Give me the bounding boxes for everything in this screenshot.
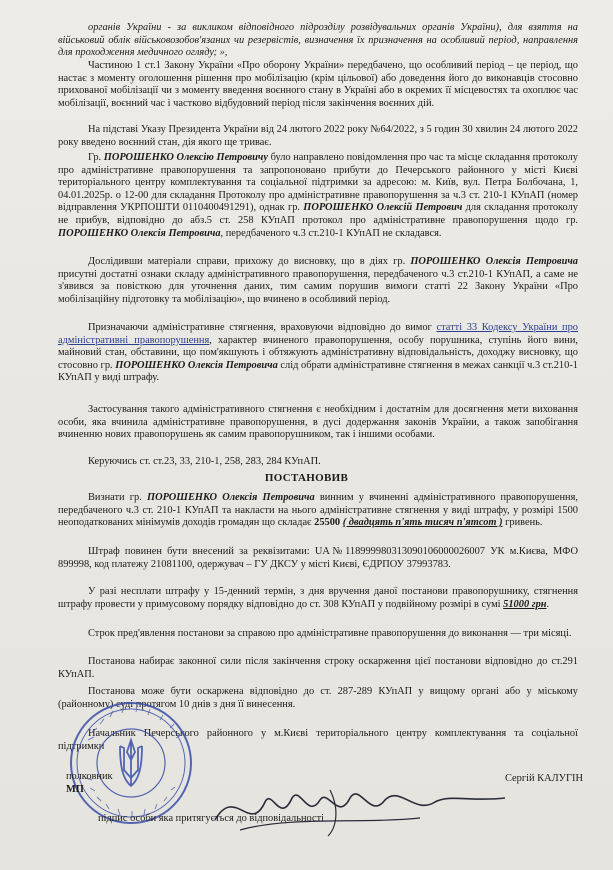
ruling-heading: ПОСТАНОВИВ <box>264 472 349 484</box>
para4-text-b: присутні достатні ознаки складу адміністративного правопорушення, передбаченого ч.3 ст.210-1 КУпАП, а саме не з'явився за повісткою для уточнення даних, тим самим порушив вимоги статті 22 Закону України «Про мобілізаційну підготовку та мобілізацію», що вчинено в особливий період. <box>58 268 578 305</box>
person-name: ПОРОШЕНКО Олексія Петровича <box>410 256 578 267</box>
signatory-position: Начальник Печерського районного у м.Києві територіального центру комплектування та соціальної підтримки <box>58 728 578 752</box>
header-continuation-text: органів України - за викликом відповідного підрозділу розвідувальних органів України), для взяття на військовий облік військовозобов'язаних чи резервістів, визначення їх призначення на особливий період, направлення для проходження медичного огляду; », <box>58 22 578 59</box>
paragraph-decree <box>58 124 578 149</box>
para-defence-law-text: Частиною 1 ст.1 Закону України «Про оборону України» передбачено, що особливий період – це період, що настає з моменту оголошення рішення про мобілізацію (крім цільової) або доведення його до виконавців стосовно прихованої мобілізації чи з моменту введення воєнного стану в Україні або в окремих її місцевостях та охоплює час мобілізації, воєнний час і частково відбудовний період після закінчення воєнних дій. <box>58 60 578 109</box>
para-legal-force-text: Постанова набирає законної сили після закінчення строку оскарження цієї постанови відповідно до ст.291 КУпАП. <box>58 656 578 680</box>
trident-icon <box>120 740 142 786</box>
para-decree-text: На підставі Указу Президента України від 24 лютого 2022 року №64/2022, з 5 годин 30 хвилин 24 лютого 2022 року введено воєнний стан, дія якого ще триває. <box>58 124 578 148</box>
person-name: ПОРОШЕНКО Олексія Петровича <box>115 359 278 371</box>
stamp-place-label: МП <box>66 784 84 795</box>
para3-text-d: , передбаченого ч.3 ст.210-1 КУпАП не складався. <box>220 227 442 239</box>
officer-rank: полковник <box>66 771 113 782</box>
para3-text-a: Гр. <box>88 152 104 163</box>
paragraph-notification <box>58 152 578 240</box>
para5-text-b: , характер вчиненого правопорушення, особу порушника, ступінь його вини, майновий стан, обставини, що пом'якшують і обтяжують адміністративну відповідальність, доходжу висновку, що стосовно гр. <box>58 334 578 371</box>
paragraph-legal-force <box>58 656 578 681</box>
paragraph-requisites <box>58 546 578 571</box>
fine-amount: 25500 <box>314 517 341 529</box>
person-name: ПОРОШЕНКО Олексія Петровича <box>58 227 221 239</box>
person-name: ПОРОШЕНКО Олексію Петровичу <box>103 152 268 163</box>
para8-text-c: гривень. <box>502 517 543 529</box>
para3-text-b: було направлено повідомлення про час та місце складання протоколу про адміністративне правопорушення та запропоновано прибути до Печерського районного у місті Києві територіального центру комплектування та соціальної підтримки за адресою: м. Київ, вул. Петра Болбочана, 1, 04.01.2025р. о 12-00 для складання Протоколу про адміністративне правопорушення за ч.3 ст. 210-1 КУпАП (номер відправлення УКРПОШТИ 0110400491291), однак гр. <box>58 152 578 214</box>
para-legal-basis-text: Керуючись ст. ст.23, 33, 210-1, 258, 283, 284 КУпАП. <box>88 456 321 467</box>
para8-text-b: винним у вчиненні адміністративного правопорушення, передбаченого ч.3 ст. 210-1 КУпАП та накласти на нього адміністративне стягнення у виді штрафу, у розмірі 1500 неоподаткованих мінімумів доходів громадян що складає <box>58 492 578 529</box>
para10-text-b: . <box>546 598 550 610</box>
para-term-text: Строк пред'явлення постанови за справою про адміністративне правопорушення до виконання — три місяці. <box>88 628 572 639</box>
para5-text-c: слід обрати адміністративне стягнення в межах санкції ч.3 ст.210-1 КУпАП у виді штрафу. <box>58 359 578 384</box>
signer-name: Сергій КАЛУГІН <box>505 773 583 784</box>
official-stamp-seal <box>68 700 194 826</box>
para3-text-c: для складання протоколу не прибув, відповідно до абз.5 ст. 258 КУпАП протокол про адміністративне правопорушення щодо гр. <box>58 202 578 226</box>
code-article-link[interactable]: статті 33 Кодексу України про адміністративні правопорушення <box>58 322 579 346</box>
offender-signature-label: підпис особи яка притягується до відповідальності <box>98 813 325 824</box>
paragraph-sanction <box>58 322 578 385</box>
para-purpose-text: Застосування такого адміністративного стягнення є необхідним і достатнім для досягнення мети виховання особи, яка вчинила адміністративне правопорушення, в дусі додержання законів України, а також запобігання вчиненню нових правопорушень як самим правопорушником, так і іншими особами. <box>58 404 578 441</box>
payment-requisites-text: Штраф повинен бути внесений за реквізитами: UA№118999980313090106000026007 УК м.Києва, МФО 899998, код платежу 21081100, одержувач – ГУ ДКСУ у місті Києві, ЄДРПОУ 37993783. <box>58 546 578 570</box>
para8-text-a: Визнати гр. <box>88 492 147 503</box>
handwritten-signature <box>210 780 510 840</box>
paragraph-purpose <box>58 404 578 442</box>
fine-amount-words: ( двадцять п'ять тисяч п'ятсот ) <box>342 517 503 529</box>
paragraph-defence-law <box>58 60 578 110</box>
para4-text-a: Дослідивши матеріали справи, прихожу до висновку, що в діях гр. <box>88 256 411 267</box>
double-fine-amount: 51000 грн <box>503 598 547 610</box>
para5-text-a: Призначаючи адміністративне стягнення, враховуючи відповідно до вимог <box>88 322 437 333</box>
paragraph-nonpayment <box>58 586 578 611</box>
para-appeal-text: Постанова може бути оскаржена відповідно до ст. 287-289 КУпАП у вищому органі або у міському (районному) суді протягом 10 днів з дня її винесення. <box>58 686 578 710</box>
paragraph-legal-basis <box>58 456 578 469</box>
person-name: ПОРОШЕНКО Олексія Петровича <box>146 492 315 503</box>
paragraph-term <box>58 628 578 641</box>
header-continuation <box>58 22 578 60</box>
person-name: ПОРОШЕНКО Олексій Петрович <box>303 202 463 214</box>
para10-text-a: У разі несплати штрафу у 15-денний термін, з дня вручення даної постанови правопорушнику, стягнення штрафу провести у примусовому порядку відповідно до ст. 308 КУпАП у подвійному розмірі в сумі <box>58 586 578 610</box>
paragraph-conclusion <box>58 256 578 306</box>
paragraph-ruling <box>58 492 578 530</box>
